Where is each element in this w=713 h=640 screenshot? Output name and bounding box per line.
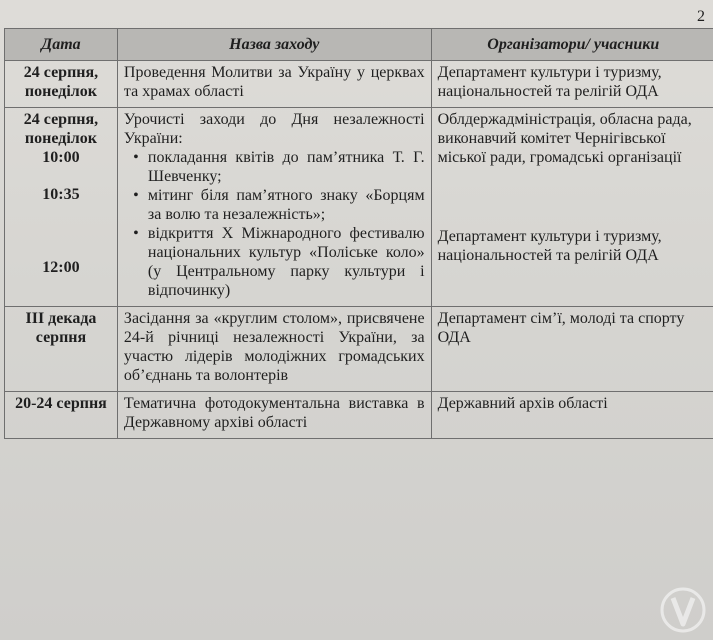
table-header-row xyxy=(5,29,713,61)
row-date: 20-24 серпня xyxy=(5,392,118,439)
event-time: 10:35 xyxy=(42,186,80,203)
row-event: Засідання за «круглим столом», присвячене 24-й річниці незалежності України, за участю лідерів молодіжних громадських об’єднань та волонтерів xyxy=(117,307,431,392)
header-organizers: Організатори/ учасники xyxy=(431,29,713,61)
row-organizers-secondary: Департамент культури і туризму, національностей та релігій ОДА xyxy=(437,228,662,264)
list-item xyxy=(124,186,425,224)
bullet-icon: • xyxy=(133,149,139,166)
events-table xyxy=(4,28,713,439)
event-time: 12:00 xyxy=(42,259,80,276)
header-date: Дата xyxy=(5,29,118,61)
event-time: 10:00 xyxy=(42,149,80,166)
list-item-text: покладання квітів до пам’ятника Т. Г. Шевченку; xyxy=(147,149,425,185)
table-row xyxy=(5,61,713,108)
row-date-cell xyxy=(5,108,118,307)
page-number: 2 xyxy=(697,8,705,25)
row-organizers: Облдержадміністрація, обласна рада, виконавчий комітет Чернігівської міської ради, громадські організації xyxy=(437,111,692,166)
row-organizers: Державний архів області xyxy=(431,392,713,439)
table-row xyxy=(5,108,713,307)
table-row xyxy=(5,307,713,392)
row-date: 24 серпня, понеділок xyxy=(5,61,118,108)
row-event-cell xyxy=(117,108,431,307)
list-item xyxy=(124,224,425,300)
list-item-text: мітинг біля пам’ятного знаку «Борцям за волю та незалежність»; xyxy=(147,187,425,223)
row-date: 24 серпня, понеділок xyxy=(23,111,99,147)
row-organizers-cell xyxy=(431,108,713,307)
row-event: Тематична фотодокументальна виставка в Державному архіві області xyxy=(117,392,431,439)
header-event: Назва заходу xyxy=(117,29,431,61)
bullet-icon: • xyxy=(133,225,139,242)
row-event: Урочисті заходи до Дня незалежності України: xyxy=(123,111,425,147)
row-organizers: Департамент культури і туризму, національностей та релігій ОДА xyxy=(431,61,713,108)
row-organizers: Департамент сім’ї, молоді та спорту ОДА xyxy=(431,307,713,392)
table-row xyxy=(5,392,713,439)
list-item xyxy=(124,148,425,186)
list-item-text: відкриття X Міжнародного фестивалю національних культур «Поліське коло» (у Центральному парку культури і відпочинку) xyxy=(147,225,425,299)
bullet-icon: • xyxy=(133,187,139,204)
row-date: III декада серпня xyxy=(5,307,118,392)
row-event: Проведення Молитви за Україну у церквах та храмах області xyxy=(117,61,431,108)
v-logo-icon xyxy=(659,586,707,634)
